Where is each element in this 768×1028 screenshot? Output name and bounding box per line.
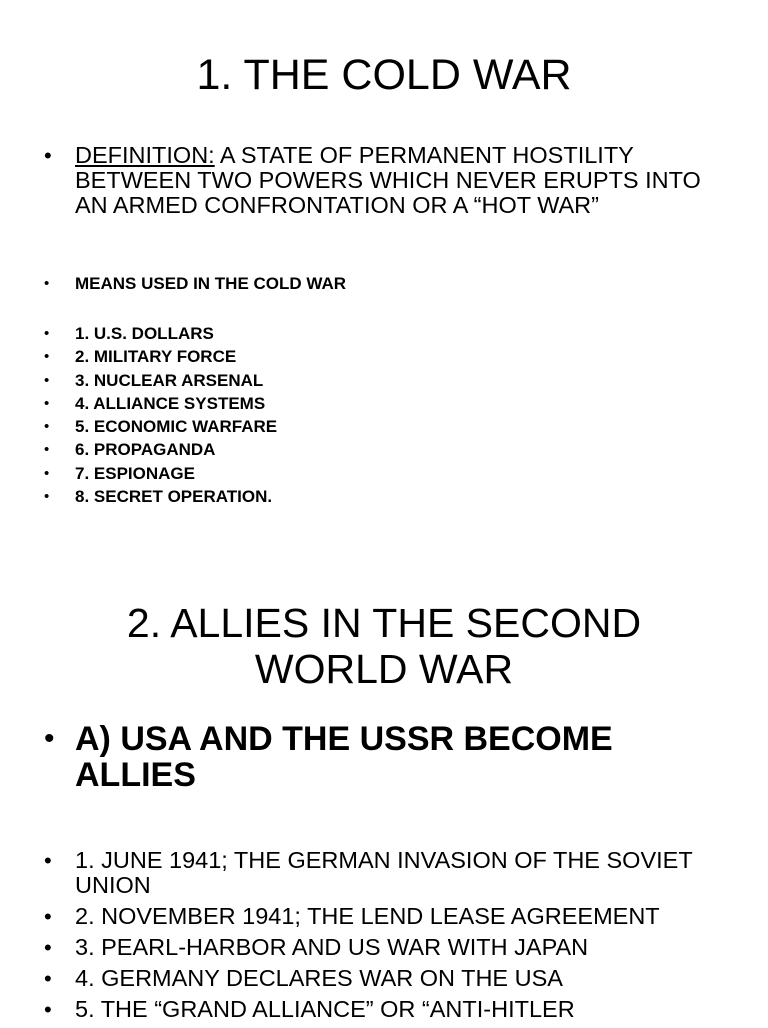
allies-item: 4. GERMANY DECLARES WAR ON THE USA (75, 965, 563, 991)
list-item (44, 322, 734, 345)
means-item: 8. SECRET OPERATION. (75, 487, 273, 507)
list-item-allies-heading (44, 721, 734, 793)
means-item: 4. ALLIANCE SYSTEMS (75, 393, 266, 413)
means-heading: MEANS USED IN THE COLD WAR (75, 274, 347, 293)
list-item (44, 438, 734, 461)
allies-item: 1. JUNE 1941; THE GERMAN INVASION OF THE SOVIET UNION (75, 847, 693, 898)
section1-title: 1. THE COLD WAR (196, 51, 572, 99)
bullet-icon: • (44, 997, 52, 1022)
definition-text: A STATE OF PERMANENT HOSTILITY BETWEEN TWO POWERS WHICH NEVER ERUPTS INTO AN ARMED CONFRONTATION OR A “HOT WAR” (75, 142, 701, 218)
list-item (44, 462, 734, 485)
bullet-icon: • (44, 722, 55, 755)
bullet-icon: • (44, 848, 52, 873)
means-item: 1. U.S. DOLLARS (75, 324, 214, 343)
bullet-icon: • (44, 441, 50, 459)
means-item: 2. MILITARY FORCE (75, 347, 237, 367)
bullet-icon: • (44, 488, 50, 506)
allies-subheading: A) USA AND THE USSR BECOME ALLIES (75, 720, 613, 794)
list-item (44, 415, 734, 438)
list-item-means-heading (44, 273, 734, 294)
list-item (44, 935, 734, 960)
bullet-icon: • (44, 935, 52, 960)
bullet-icon: • (44, 904, 52, 929)
list-item (44, 966, 734, 991)
section2-title-line2: WORLD WAR (254, 646, 514, 692)
means-item: 7. ESPIONAGE (75, 463, 195, 483)
list-item (44, 369, 734, 392)
bullet-icon: • (44, 394, 50, 412)
allies-heading-list (44, 721, 734, 793)
means-heading-list (44, 273, 734, 294)
list-item-definition (44, 143, 734, 218)
bullet-icon: • (44, 966, 52, 991)
list-item (44, 848, 734, 898)
list-item (44, 904, 734, 929)
allies-item: 3. PEARL-HARBOR AND US WAR WITH JAPAN (75, 934, 589, 960)
allies-item: 5. THE “GRAND ALLIANCE” OR “ANTI-HITLER (75, 996, 575, 1022)
bullet-icon: • (44, 325, 50, 342)
means-item: 5. ECONOMIC WARFARE (75, 417, 278, 437)
section2-title-line1: 2. ALLIES IN THE SECOND (126, 600, 642, 646)
allies-list (44, 848, 734, 1028)
bullet-icon: • (44, 464, 50, 482)
definition-label: DEFINITION: (75, 142, 215, 168)
allies-item: 2. NOVEMBER 1941; THE LEND LEASE AGREEMENT (75, 903, 660, 929)
bullet-icon: • (44, 143, 52, 168)
bullet-icon: • (44, 371, 50, 389)
bullet-icon: • (44, 275, 50, 292)
list-item (44, 997, 734, 1022)
bullet-icon: • (44, 348, 50, 366)
list-item (44, 345, 734, 368)
section2-title (0, 600, 768, 692)
list-item (44, 485, 734, 508)
bullet-icon: • (44, 418, 50, 436)
means-item: 6. PROPAGANDA (75, 440, 216, 460)
means-item: 3. NUCLEAR ARSENAL (75, 370, 264, 390)
definition-list (44, 143, 734, 218)
means-list (44, 322, 734, 508)
list-item (44, 392, 734, 415)
